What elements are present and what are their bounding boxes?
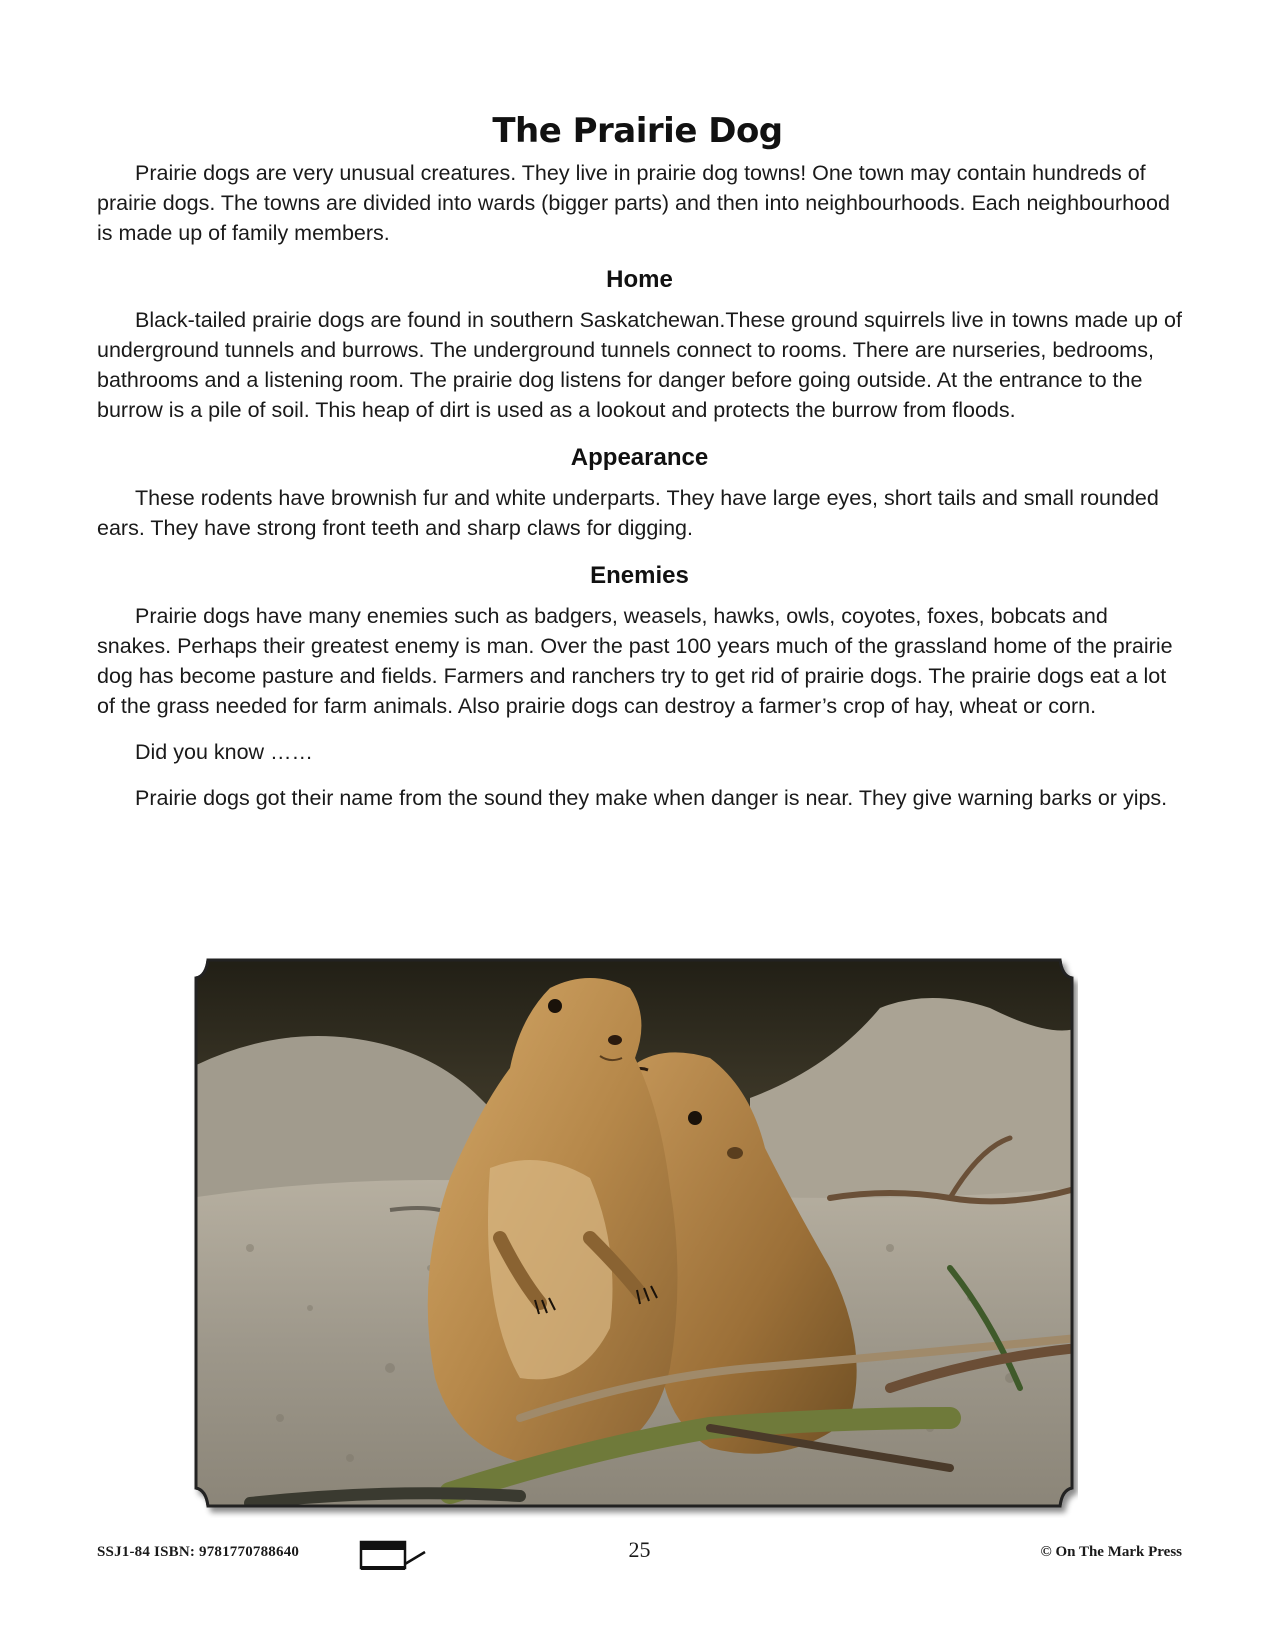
section-heading-home: Home: [606, 266, 673, 293]
footer-code: SSJ1-84 ISBN: 9781770788640: [97, 1544, 300, 1560]
page-number: 25: [628, 1537, 651, 1562]
section-heading-enemies: Enemies: [590, 562, 689, 589]
did-you-know-fact: Prairie dogs got their name from the sound they make when danger is near. They give warning barks or yips.: [135, 786, 1168, 810]
article-body: [97, 158, 1182, 813]
section-text-appearance: These rodents have brownish fur and white underparts. They have large eyes, short tails and small rounded ears. They have strong front teeth and sharp claws for digging.: [97, 486, 1159, 540]
footer-copyright: © On The Mark Press: [1040, 1544, 1182, 1560]
section-text-enemies: Prairie dogs have many enemies such as badgers, weasels, hawks, owls, coyotes, foxes, bobcats and snakes. Perhaps their greatest enemy is man. Over the past 100 years much of the grassland home of the prairie dog has become pasture and fields. Farmers and ranchers try to get rid of prairie dogs. The prairie dogs eat a lot of the grass needed for farm animals. Also prairie dogs can destroy a farmer’s crop of hay, wheat or corn.: [97, 604, 1173, 718]
prairie-dog-photo: [190, 948, 1078, 1518]
section-heading-appearance: Appearance: [570, 444, 709, 471]
page-title: The Prairie Dog: [492, 110, 783, 151]
did-you-know-label: Did you know ……: [135, 740, 314, 764]
intro-paragraph: Prairie dogs are very unusual creatures. They live in prairie dog towns! One town may contain hundreds of prairie dogs. The towns are divided into wards (bigger parts) and then into neighbourhoods. Each neighbourhood is made up of family members.: [97, 161, 1170, 245]
page-footer: [97, 1534, 1182, 1574]
section-text-home: Black-tailed prairie dogs are found in southern Saskatchewan.These ground squirrels live in towns made up of underground tunnels and burrows. The underground tunnels connect to rooms. There are nurseries, bedrooms, bathrooms and a listening room. The prairie dog listens for danger before going outside. At the entrance to the burrow is a pile of soil. This heap of dirt is used as a lookout and protects the burrow from floods.: [97, 308, 1182, 422]
